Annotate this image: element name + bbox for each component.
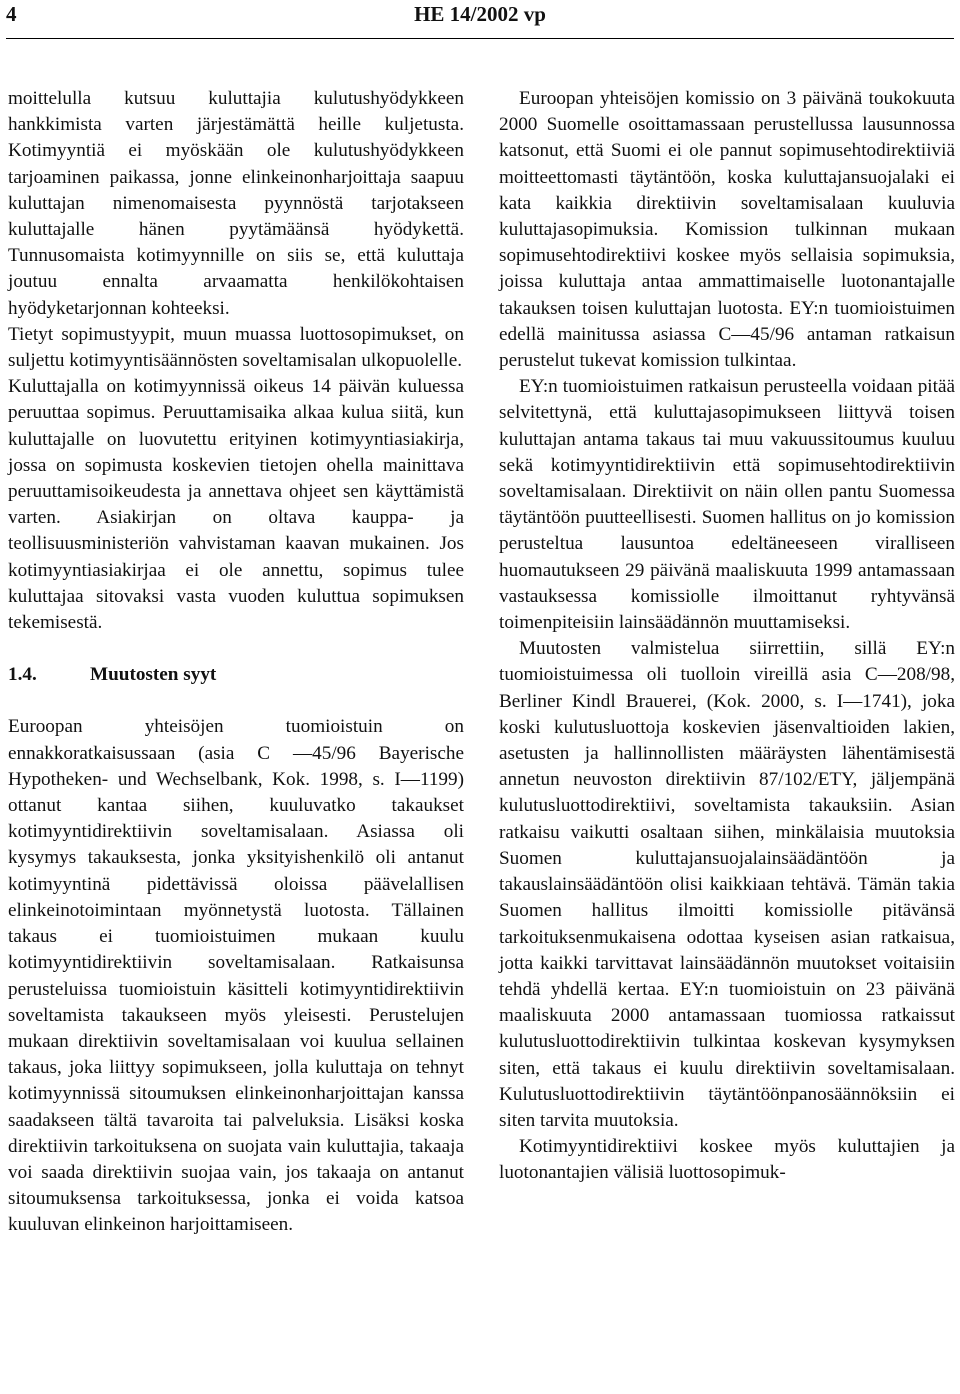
- document-id: HE 14/2002 vp: [414, 2, 546, 26]
- section-heading: [8, 662, 464, 688]
- header-rule: [6, 38, 954, 39]
- paragraph: Tietyt sopimustyypit, muun muassa luottosopimukset, on suljettu kotimyyntisäännösten soveltamisalan ulkopuolelle.: [8, 323, 464, 372]
- paragraph: Kotimyyntidirektiivi koskee myös kuluttajien ja luotonantajien välisiä luottosopimuk-: [499, 1136, 955, 1184]
- page-number: 4: [6, 2, 17, 26]
- paragraph: moittelulla kutsuu kuluttajia kulutushyödykkeen hankkimista varten järjestämättä heille kuljetusta. Kotimyyntiä ei myöskään ole kulutushyödykkeen tarjoaminen paikassa, jonne elinkeinonharjoittaja saapuu kuluttajan nimenomaisesta pyynnöstä tarjotakseen kuluttajalle hänen pyytämäänsä hyödykettä. Tunnusomaista kotimyynnille on siis se, että kuluttaja joutuu ennalta arvaamatta henkilökohtaisen hyödyketarjonnan kohteeksi.: [8, 88, 464, 319]
- paragraph: Muutosten valmistelua siirrettiin, sillä EY:n tuomioistuimessa oli tuolloin vireillä asia C—208/98, Berliner Kindl Brauerei, (Kok. 2000, s. I—1741), joka koski kulutusluottoja koskevien jäsenvaltioiden lakien, asetusten ja hallinnollisten määräysten lähentämisestä annetun neuvoston direktiivin 87/102/ETY, jäljempänä kulutusluottodirektiivi, soveltamista takauksiin. Asian ratkaisu vaikutti osaltaan siihen, minkälaisia muutoksia Suomen kuluttajansuojalainsäädäntöön ja takauslainsäädäntöön olisi kaikkiaan tehtävä. Tämän takia Suomen hallitus ilmoitti komissiolle pitävänsä tarkoituksenmukaisena odottaa kyseisen asian ratkaisua, jotta kaikki tarvittavat lainsäädännön muutokset voitaisiin tehdä yhdellä kertaa. EY:n tuomioistuin on 23 päivänä maaliskuuta 2000 antamassaan tuomiossa ratkaissut kulutusluottodirektiivin tulkintaa koskevan kysymyksen siten, että takaus ei kuulu direktiivin soveltamisalaan. Kulutusluottodirektiivin täytäntöönpanosäännöksiin ei siten tarvita muutoksia.: [499, 638, 955, 1131]
- page-header: [0, 0, 960, 40]
- paragraph: EY:n tuomioistuimen ratkaisun perusteella voidaan pitää selvitettynä, että kuluttajasopimukseen liittyvä toisen kuluttajan antama takaus tai muu vakuussitoumus kuuluu sekä kotimyyntidirektiivin että sopimusehtodirektiivin soveltamisalaan. Direktiivit on näin ollen pantu Suomessa täytäntöön puutteellisesti. Suomen hallitus on jo komission perusteltua lausuntoa edeltäneeseen viralliseen huomautukseen 29 päivänä maaliskuuta 1999 antamassaan vastauksessa komissiolle ilmoittanut ryhtyvänsä toimenpiteisiin lainsäädännön muuttamiseksi.: [499, 376, 955, 634]
- section-number: 1.4.: [8, 664, 37, 686]
- right-column: [499, 86, 955, 1187]
- paragraph: Kuluttajalla on kotimyynnissä oikeus 14 päivän kuluessa peruuttaa sopimus. Peruuttamisaika alkaa kulua siitä, kun kuluttajalle on luovutettu erityinen kotimyyntiasiakirja, jossa on sopimusta koskevien tietojen ohella mainittava peruuttamisoikeudesta ja annettava ohjeet sen käyttämistä varten. Asiakirjan on oltava kauppa- ja teollisuusministeriön vahvistaman kaavan mukainen. Jos kotimyyntiasiakirjaa ei ole annettu, sopimus tulee kuluttajaa sitovaksi vasta vuoden kuluttua sopimuksen tekemisestä.: [8, 376, 464, 634]
- section-title: Muutosten syyt: [90, 664, 217, 686]
- paragraph: Euroopan yhteisöjen komissio on 3 päivänä toukokuuta 2000 Suomelle osoittamassaan perustellussa lausunnossa katsonut, että Suomi ei ole pannut sopimusehtodirektiiviä moitteettomasti täytäntöön, koska kuluttajansuojalaki ei kata kaikkia direktiivin soveltamisalaan kuuluvia kuluttajasopimuksia. Komission tulkinnan mukaan sopimusehtodirektiivi koskee myös sellaisia sopimuksia, joissa kuluttaja antaa ammattimaiselle luotonantajalle takauksen toisen kuluttajan luotosta. EY:n tuomioistuimen edellä mainitussa asiassa C—45/96 antaman ratkaisun perustelut tukevat komission tulkintaa.: [499, 88, 955, 372]
- paragraph: Euroopan yhteisöjen tuomioistuin on ennakkoratkaisussaan (asia C —45/96 Bayerische Hypotheken- und Wechselbank, Kok. 1998, s. I—1199) ottanut kantaa siihen, kuuluvatko takaukset kotimyyntidirektiivin soveltamisalaan. Asiassa oli kysymys takauksesta, jonka yksityishenkilö oli antanut kotimyyntinä pidettävissä oloissa päävelallisen elinkeinotoimintaan myönnetystä luotosta. Tällainen takaus ei tuomioistuimen mukaan kuulu kotimyyntidirektiivin soveltamisalaan. Ratkaisunsa perusteluissa tuomioistuin käsitteli kotimyyntidirektiivin soveltamista takaukseen myös yleisesti. Perustelujen mukaan direktiivin soveltamisalaan voi kuulua sellainen takaus, joka liittyy sopimukseen, jolla kuluttaja on tehnyt kotimyynnissä sitoumuksen elinkeinonharjoittajan kanssa saadakseen tältä tavaroita tai palveluksia. Lisäksi koska direktiivin tarkoituksena on suojata vain kuluttajia, takaaja voi saada direktiivin suojaa vain, jos takaaja on antanut sitoumuksensa tarkoituksessa, jonka ei voida katsoa kuuluvan elinkeinon harjoittamiseen.: [8, 716, 464, 1236]
- left-column: [8, 86, 464, 1239]
